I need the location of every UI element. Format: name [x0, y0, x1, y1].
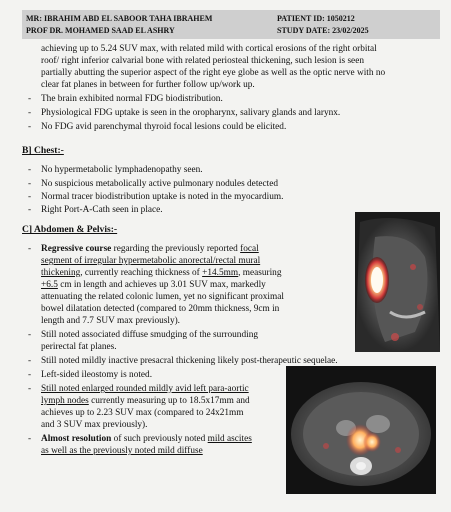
abdomen-bullet-6-line	[41, 434, 252, 445]
abdomen-bullet-6-line: as well as the previously noted mild diffuse	[41, 446, 203, 456]
abdomen-bullet-1-line	[41, 244, 259, 255]
chest-bullet: Normal tracer biodistribution uptake is noted in the myocardium.	[41, 192, 284, 202]
bullet-dash: -	[28, 179, 32, 189]
abdomen-bullet-1-line: segment of irregular hypermetabolic anorectal/rectal mural	[41, 256, 261, 266]
underlined-phrase: mild ascites	[207, 434, 252, 444]
bullet-dash: -	[28, 434, 32, 444]
abdomen-bullet-2-line: Still noted associated diffuse smudging of the surrounding	[41, 330, 258, 340]
bullet-dash: -	[28, 384, 32, 394]
measurement: +14.5mm	[202, 268, 239, 278]
underlined-phrase: focal	[240, 244, 259, 254]
text-span: , measuring	[238, 268, 282, 278]
text-span: currently measuring up to 18.5x17mm and	[88, 396, 250, 406]
intro-bullet: Physiological FDG uptake is seen in the oropharynx, salivary glands and larynx.	[41, 108, 341, 118]
abdomen-bullet-1-line: attenuating the related colonic lumen, yet no significant proximal	[41, 292, 284, 302]
intro-line: partially abutting the superior aspect of the right eye globe as well as the optic nerve with no	[41, 68, 386, 78]
abdomen-bullet-1-line	[41, 268, 281, 279]
pet-ct-pelvis-image	[355, 212, 440, 352]
abdomen-bullet-3: Still noted mildly inactive presacral thickening likely post-therapeutic sequelae.	[41, 356, 338, 366]
patient-id: PATIENT ID: 1050212	[277, 14, 355, 23]
doctor-name: PROF DR. MOHAMED SAAD EL ASHRY	[26, 26, 175, 35]
bullet-dash: -	[28, 108, 32, 118]
abdomen-bullet-1-line: length and 7.7 SUV max previously).	[41, 316, 181, 326]
chest-bullet: Right Port-A-Cath seen in place.	[41, 205, 163, 215]
text-span: cm in length and achieves up 3.01 SUV max, markedly	[57, 280, 266, 290]
bullet-dash: -	[28, 330, 32, 340]
chest-bullet: No hypermetabolic lymphadenopathy seen.	[41, 165, 203, 175]
underlined-phrase: lymph nodes	[41, 396, 89, 406]
patient-name: MR: IBRAHIM ABD EL SABOOR TAHA IBRAHEM	[26, 14, 213, 23]
abdomen-section-title: C] Abdomen & Pelvis:-	[22, 224, 118, 235]
abdomen-bullet-1-line: bowel dilatation detected (compared to 20mm thickness, 9cm in	[41, 304, 280, 314]
text-span: , currently reaching thickness of	[80, 268, 203, 278]
underlined-phrase: thickening	[41, 268, 81, 278]
intro-line: achieving up to 5.24 SUV max, with related mild with cortical erosions of the right orbital	[41, 44, 377, 54]
report-header	[22, 10, 440, 39]
bullet-dash: -	[28, 205, 32, 215]
bullet-dash: -	[28, 122, 32, 132]
bold-phrase: Regressive course	[41, 244, 112, 254]
bold-phrase: Almost resolution	[41, 434, 112, 444]
study-date: STUDY DATE: 23/02/2025	[277, 26, 369, 35]
axial-scan-graphic	[286, 366, 436, 494]
intro-line: clear fat planes in between for further follow up/work up.	[41, 80, 255, 90]
pet-ct-axial-image	[286, 366, 436, 494]
chest-section-title: B] Chest:-	[22, 145, 64, 156]
abdomen-bullet-5-line: Still noted enlarged rounded mildly avid left para-aortic	[41, 384, 249, 394]
bullet-dash: -	[28, 94, 32, 104]
bullet-dash: -	[28, 356, 32, 366]
abdomen-bullet-5-line	[41, 396, 250, 407]
intro-bullet: No FDG avid parenchymal thyroid focal lesions could be elicited.	[41, 122, 287, 132]
pelvis-scan-graphic	[355, 212, 440, 352]
bullet-dash: -	[28, 192, 32, 202]
intro-bullet: The brain exhibited normal FDG biodistribution.	[41, 94, 223, 104]
abdomen-bullet-4: Left-sided ileostomy is noted.	[41, 370, 153, 380]
abdomen-bullet-2-line: perirectal fat planes.	[41, 342, 117, 352]
text-span: of such previously noted	[111, 434, 208, 444]
abdomen-bullet-5-line: achieves up to 2.23 SUV max (compared to 24x21mm	[41, 408, 244, 418]
text-span: regarding the previously reported	[111, 244, 241, 254]
bullet-dash: -	[28, 244, 32, 254]
chest-bullet: No suspicious metabolically active pulmonary nodules detected	[41, 179, 279, 189]
measurement: +6.5	[41, 280, 58, 290]
abdomen-bullet-5-line: and 3 SUV max previously).	[41, 420, 148, 430]
bullet-dash: -	[28, 165, 32, 175]
bullet-dash: -	[28, 370, 32, 380]
intro-line: roof/ right inferior calvarial bone with related periosteal thickening, such lesion is seen	[41, 56, 364, 66]
abdomen-bullet-1-line	[41, 280, 266, 291]
